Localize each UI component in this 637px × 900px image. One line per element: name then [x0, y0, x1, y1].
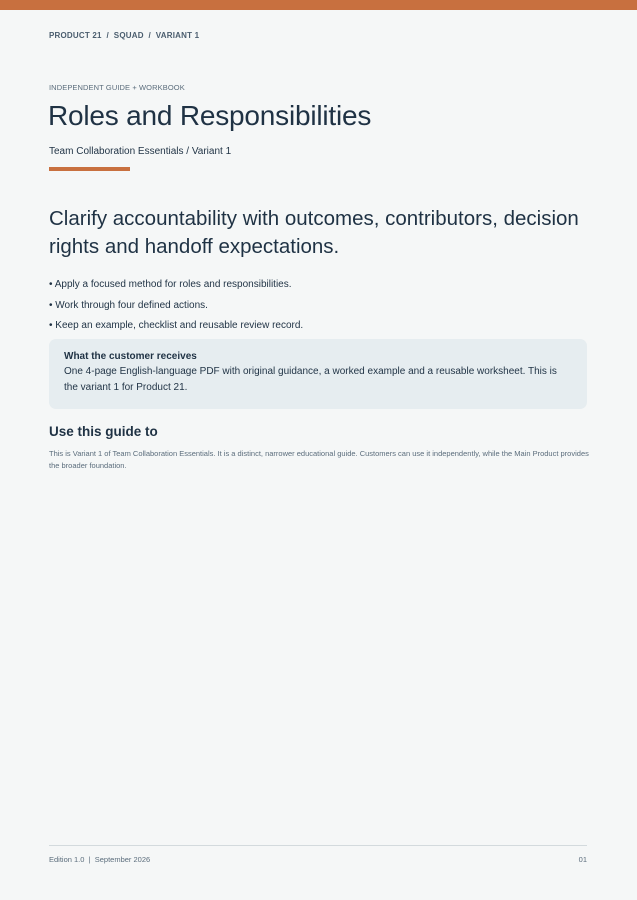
top-accent-bar [0, 0, 637, 10]
lead-statement: Clarify accountability with outcomes, contributors, decision rights and handoff expectations. [49, 207, 579, 258]
breadcrumb: PRODUCT 21 / SQUAD / VARIANT 1 [49, 31, 200, 40]
deliverable-callout [49, 339, 587, 409]
list-item: • Apply a focused method for roles and responsibilities. [49, 279, 292, 290]
edition-label: Edition 1.0 | September 2026 [49, 855, 151, 864]
page-number: 01 [578, 855, 587, 864]
callout-body: One 4-page English-language PDF with original guidance, a worked example and a reusable worksheet. This is the variant 1 for Product 21. [64, 366, 557, 393]
list-item: • Keep an example, checklist and reusable review record. [49, 320, 304, 331]
usage-heading: Use this guide to [49, 424, 158, 439]
usage-body: This is Variant 1 of Team Collaboration Essentials. It is a distinct, narrower educational guide. Customers can use it independently, while the Main Product provides the broader foundation. [49, 449, 589, 470]
list-item: • Work through four defined actions. [49, 299, 208, 311]
benefit-list [49, 278, 303, 340]
footer-divider [49, 845, 587, 846]
callout-title: What the customer receives [64, 351, 197, 362]
page-subtitle: Team Collaboration Essentials / Variant 1 [49, 146, 232, 157]
title-accent-rule [49, 167, 130, 171]
guide-eyebrow: INDEPENDENT GUIDE + WORKBOOK [49, 83, 185, 92]
page-title: Roles and Responsibilities [48, 100, 372, 131]
